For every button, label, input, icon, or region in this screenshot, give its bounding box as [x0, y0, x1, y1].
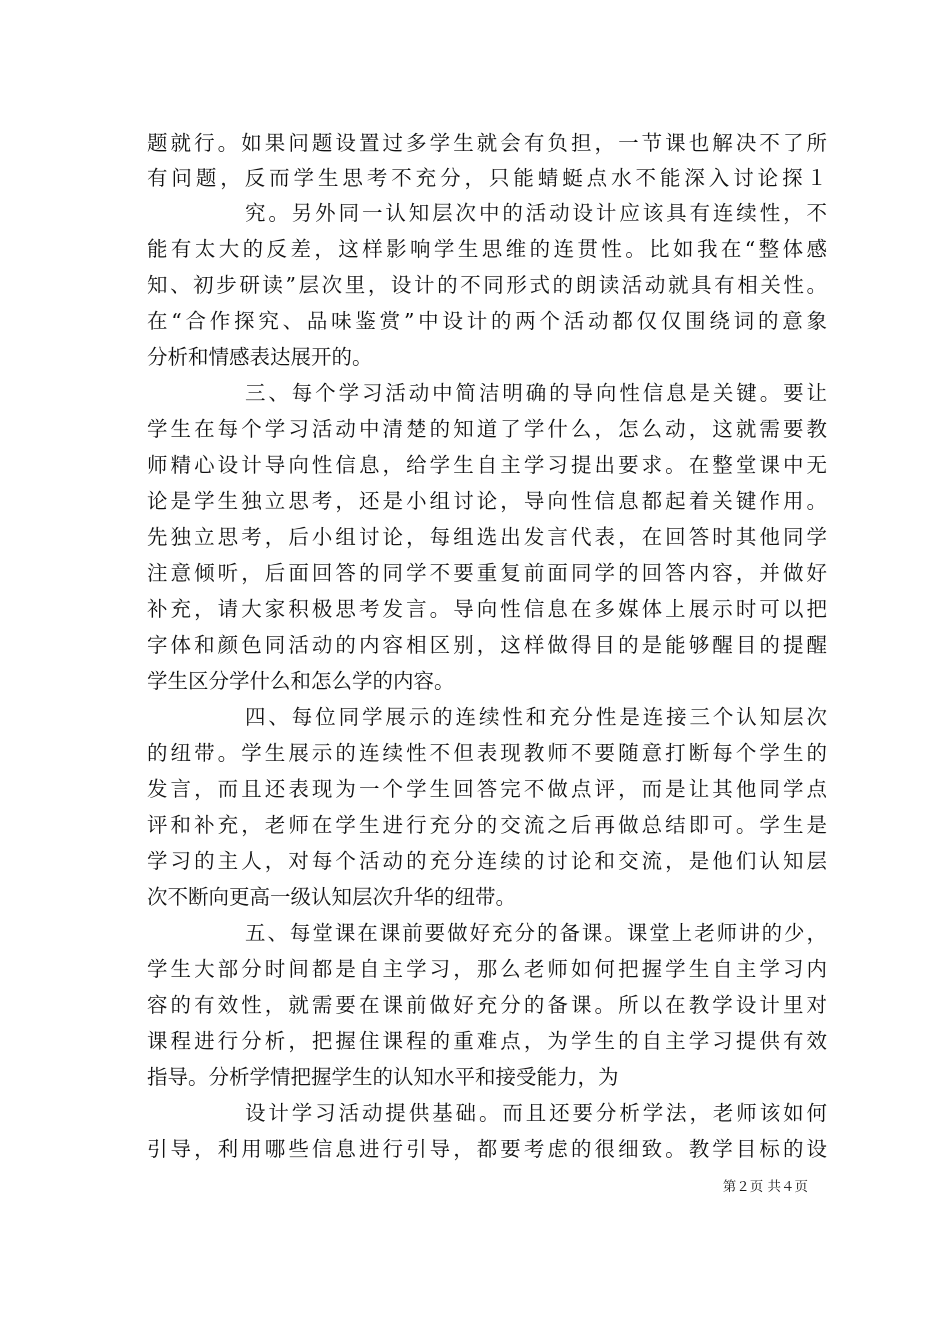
text-line-11: 论是学生独立思考，还是小组讨论，导向性信息都起着关键作用。 [147, 489, 827, 513]
text-line-27: 指导。分析学情把握学生的认知水平和接受能力，为 [147, 1065, 619, 1089]
text-line-14: 补充，请大家积极思考发言。导向性信息在多媒体上展示时可以把 [147, 597, 827, 621]
page-number-footer: 第２页 共４页 [722, 1179, 808, 1195]
text-line-3: 究。另外同一认知层次中的活动设计应该具有连续性，不 [245, 201, 827, 225]
text-line-17: 四、每位同学展示的连续性和充分性是连接三个认知层次 [245, 705, 827, 729]
text-line-23: 五、每堂课在课前要做好充分的备课。课堂上老师讲的少， [245, 921, 827, 945]
text-line-15: 字体和颜色同活动的内容相区别，这样做得目的是能够醒目的提醒 [147, 633, 827, 657]
text-line-28: 设计学习活动提供基础。而且还要分析学法，老师该如何 [245, 1101, 827, 1125]
text-line-9: 学生在每个学习活动中清楚的知道了学什么，怎么动，这就需要教 [147, 417, 827, 441]
text-line-22: 次不断向更高一级认知层次升华的纽带。 [147, 885, 516, 909]
text-line-25: 容的有效性，就需要在课前做好充分的备课。所以在教学设计里对 [147, 993, 827, 1017]
text-line-18: 的纽带。学生展示的连续性不但表现教师不要随意打断每个学生的 [147, 741, 827, 765]
text-line-13: 注意倾听，后面回答的同学不要重复前面同学的回答内容，并做好 [147, 561, 827, 585]
text-line-26: 课程进行分析，把握住课程的重难点，为学生的自主学习提供有效 [147, 1029, 827, 1053]
text-line-29: 引导，利用哪些信息进行引导，都要考虑的很细致。教学目标的设 [147, 1137, 827, 1161]
text-line-1: 题就行。如果问题设置过多学生就会有负担，一节课也解决不了所 [147, 131, 827, 155]
text-line-24: 学生大部分时间都是自主学习，那么老师如何把握学生自主学习内 [147, 957, 827, 981]
text-line-19: 发言，而且还表现为一个学生回答完不做点评，而是让其他同学点 [147, 777, 827, 801]
text-line-7: 分析和情感表达展开的。 [147, 345, 373, 369]
text-line-2: 有问题，反而学生思考不充分，只能蜻蜓点水不能深入讨论探１ [147, 166, 827, 190]
text-line-5: 知、初步研读”层次里，设计的不同形式的朗读活动就具有相关性。 [147, 273, 827, 297]
text-line-21: 学习的主人，对每个活动的充分连续的讨论和交流，是他们认知层 [147, 849, 827, 873]
text-line-8: 三、每个学习活动中简洁明确的导向性信息是关键。要让 [245, 381, 827, 405]
text-line-12: 先独立思考，后小组讨论，每组选出发言代表，在回答时其他同学 [147, 525, 827, 549]
text-line-10: 师精心设计导向性信息，给学生自主学习提出要求。在整堂课中无 [147, 453, 827, 477]
text-line-6: 在“合作探究、品味鉴赏”中设计的两个活动都仅仅围绕词的意象 [147, 309, 827, 333]
text-line-20: 评和补充，老师在学生进行充分的交流之后再做总结即可。学生是 [147, 813, 827, 837]
text-line-4: 能有太大的反差，这样影响学生思维的连贯性。比如我在“整体感 [147, 237, 827, 261]
text-line-16: 学生区分学什么和怎么学的内容。 [147, 669, 455, 693]
